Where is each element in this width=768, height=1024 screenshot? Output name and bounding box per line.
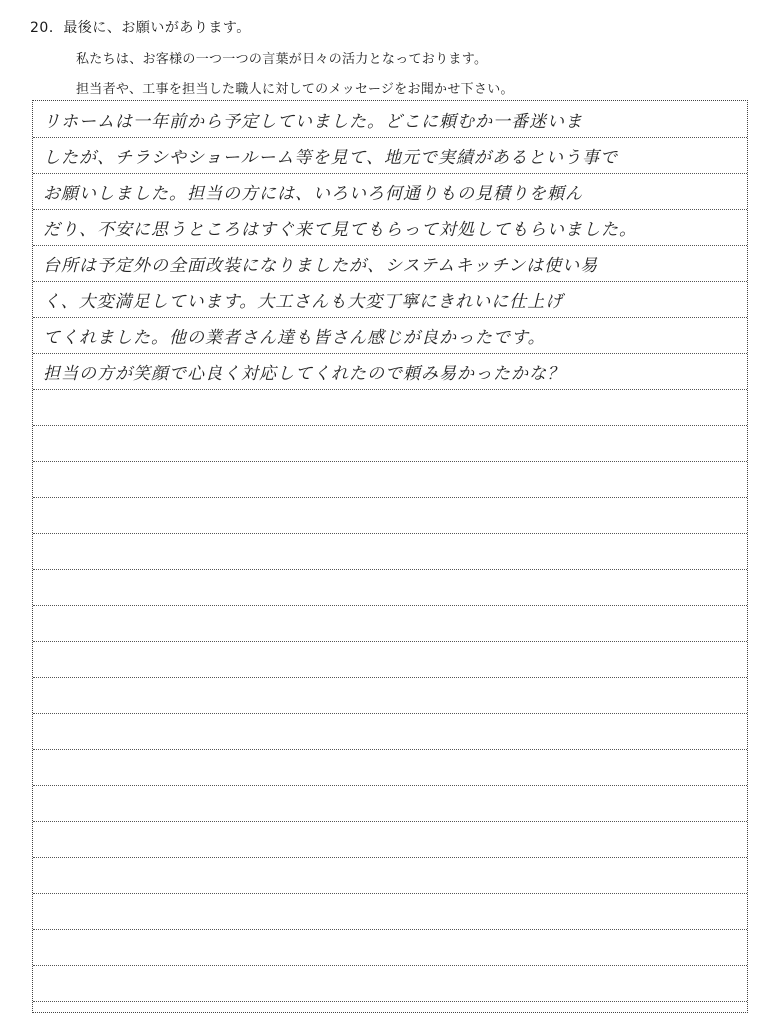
ruled-line: [33, 929, 747, 930]
handwritten-line-6: く、大変満足しています。大工さんも大変丁寧にきれいに仕上げ: [43, 292, 564, 312]
ruled-line: [33, 533, 747, 534]
ruled-line: [33, 893, 747, 894]
ruled-line: [33, 281, 747, 282]
ruled-answer-area: [32, 100, 748, 1013]
ruled-line: [33, 569, 747, 570]
handwritten-line-2: したが、チラシやショールーム等を見て、地元で実績があるという事で: [43, 148, 618, 168]
survey-header: [0, 0, 768, 100]
ruled-line: [33, 425, 747, 426]
ruled-line: [33, 821, 747, 822]
ruled-line: [33, 497, 747, 498]
ruled-line: [33, 677, 747, 678]
handwritten-line-3: お願いしました。担当の方には、いろいろ何通りもの見積りを頼ん: [43, 184, 583, 204]
handwritten-line-8: 担当の方が笑顔で心良く対応してくれたので頼み易かったかな？: [43, 364, 565, 384]
ruled-line: [33, 785, 747, 786]
ruled-line: [33, 173, 747, 174]
ruled-line: [33, 857, 747, 858]
ruled-line: [33, 641, 747, 642]
question-description-1: 私たちは、お客様の一つ一つの言葉が日々の活力となっております。: [76, 52, 488, 67]
ruled-line: [33, 353, 747, 354]
ruled-line: [33, 245, 747, 246]
ruled-line: [33, 137, 747, 138]
ruled-line: [33, 1001, 747, 1002]
ruled-line: [33, 389, 747, 390]
handwritten-line-5: 台所は予定外の全面改装になりましたが、システムキッチンは使い易: [43, 256, 599, 276]
question-title: 20．最後に、お願いがあります。: [30, 20, 251, 36]
handwritten-line-1: リホームは一年前から予定していました。どこに頼むか一番迷いま: [43, 112, 583, 132]
ruled-line: [33, 317, 747, 318]
ruled-line: [33, 713, 747, 714]
ruled-line: [33, 461, 747, 462]
handwritten-line-4: だり、不安に思うところはすぐ来て見てもらって対処してもらいました。: [43, 220, 637, 240]
handwritten-line-7: てくれました。他の業者さん達も皆さん感じが良かったです。: [43, 328, 546, 348]
ruled-line: [33, 965, 747, 966]
ruled-line: [33, 749, 747, 750]
question-description-2: 担当者や、工事を担当した職人に対してのメッセージをお聞かせ下さい。: [76, 82, 514, 97]
ruled-line: [33, 605, 747, 606]
ruled-line: [33, 209, 747, 210]
